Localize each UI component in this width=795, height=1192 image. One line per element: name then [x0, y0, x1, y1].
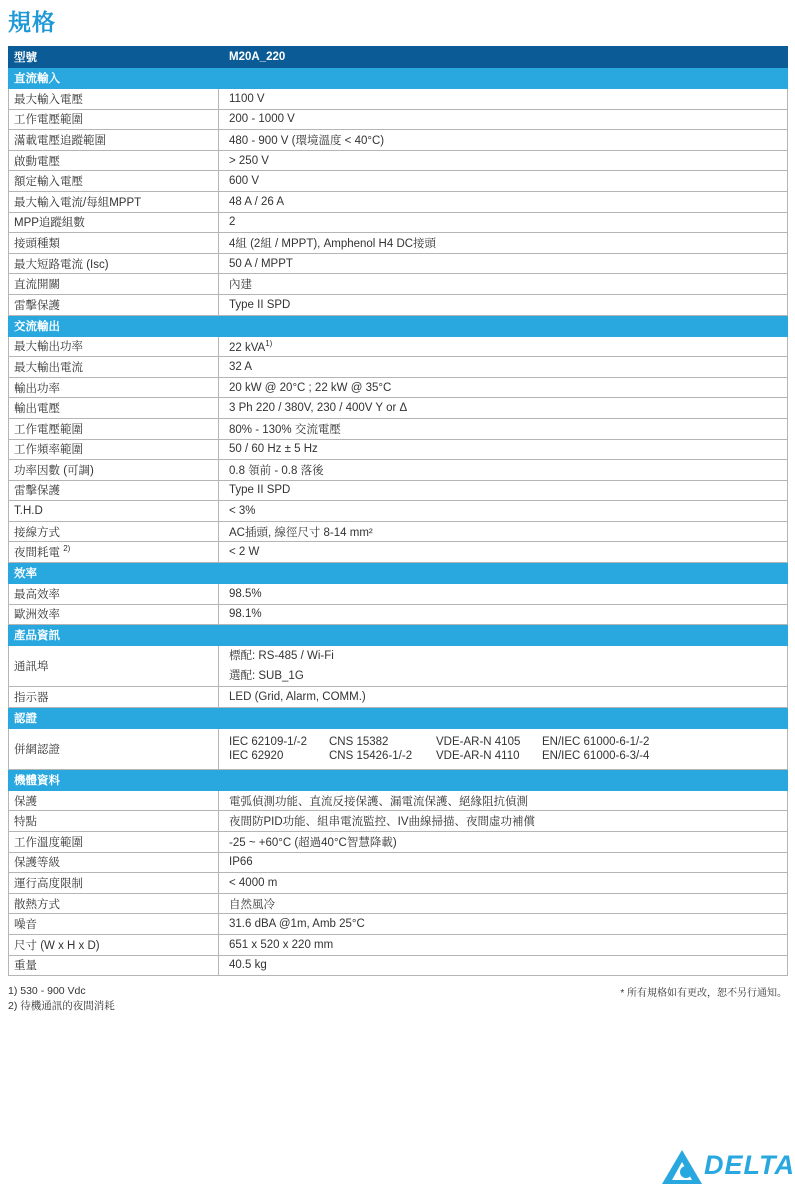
spec-value	[219, 501, 788, 522]
spec-label	[9, 294, 219, 315]
spec-label-text: 最大輸出功率	[14, 341, 83, 354]
spec-row	[9, 460, 788, 481]
spec-label	[9, 357, 219, 378]
spec-label	[9, 832, 219, 853]
spec-label	[9, 480, 219, 501]
spec-label	[9, 150, 219, 171]
spec-value	[219, 584, 788, 605]
spec-label-text: 尺寸 (W x H x D)	[14, 939, 100, 952]
section-filler	[219, 625, 788, 646]
spec-label-text: 接頭種類	[14, 237, 60, 250]
spec-value-text: 480 - 900 V (環境溫度 < 40°C)	[229, 134, 385, 147]
spec-label-text: 雷擊保護	[14, 299, 60, 312]
spec-row	[9, 130, 788, 151]
footnote-2: 2) 待機通訊的夜間消耗	[8, 1000, 115, 1012]
spec-value-text: 1100 V	[229, 92, 265, 105]
spec-row	[9, 294, 788, 315]
spec-label-text: 輸出電壓	[14, 403, 60, 416]
spec-row-grid-cert	[9, 728, 788, 769]
spec-value	[219, 89, 788, 110]
spec-label	[9, 584, 219, 605]
spec-value	[219, 790, 788, 811]
spec-value-text: -25 ~ +60°C (超過40°C智慧降載)	[229, 836, 397, 849]
spec-row-communication	[9, 646, 788, 687]
section-filler	[219, 707, 788, 728]
spec-value	[219, 212, 788, 233]
spec-row	[9, 398, 788, 419]
spec-value	[219, 336, 788, 357]
spec-row	[9, 790, 788, 811]
spec-row	[9, 914, 788, 935]
spec-value-text: 內建	[229, 279, 252, 292]
spec-label-text: 直流開關	[14, 279, 60, 292]
section-header-product_info	[9, 625, 788, 646]
spec-label	[9, 233, 219, 254]
spec-label	[9, 89, 219, 110]
comm-optional: 選配: SUB_1G	[229, 670, 304, 683]
spec-value	[219, 130, 788, 151]
spec-label-text: 輸出功率	[14, 382, 60, 395]
spec-value-text: 4組 (2組 / MPPT), Amphenol H4 DC接頭	[229, 237, 437, 250]
spec-row	[9, 274, 788, 295]
spec-value	[219, 150, 788, 171]
section-filler	[219, 315, 788, 336]
spec-value-text: < 3%	[229, 505, 256, 518]
spec-value-text: IP66	[229, 856, 253, 869]
spec-label	[9, 130, 219, 151]
spec-row	[9, 377, 788, 398]
section-title: 機體資料	[9, 769, 219, 790]
spec-label	[9, 542, 219, 563]
spec-value-text: 651 x 520 x 220 mm	[229, 938, 334, 951]
spec-label	[9, 460, 219, 481]
spec-label	[9, 398, 219, 419]
spec-value	[219, 253, 788, 274]
spec-table	[8, 46, 788, 976]
spec-row	[9, 521, 788, 542]
section-header-dc_input	[9, 68, 788, 89]
spec-value-text: 80% - 130% 交流電壓	[229, 423, 341, 436]
spec-label-text: 最大短路電流 (Isc)	[14, 258, 109, 271]
spec-value-text: 20 kW @ 20°C ; 22 kW @ 35°C	[229, 381, 392, 394]
cert-item: VDE-AR-N 4105	[436, 735, 521, 748]
spec-value-text: 31.6 dBA @1m, Amb 25°C	[229, 918, 365, 931]
spec-row	[9, 212, 788, 233]
spec-label	[9, 171, 219, 192]
spec-value	[219, 542, 788, 563]
spec-label	[9, 852, 219, 873]
section-title: 直流輸入	[9, 68, 219, 89]
spec-label: 併網認證	[9, 728, 219, 769]
spec-label-text: 工作頻率範圍	[14, 444, 83, 457]
spec-label	[9, 893, 219, 914]
spec-row	[9, 955, 788, 976]
spec-value-text: 電弧偵測功能、直流反接保護、漏電流保護、絕緣阻抗偵測	[229, 795, 528, 808]
spec-value	[219, 294, 788, 315]
spec-label-text: 功率因數 (可調)	[14, 464, 94, 477]
spec-row	[9, 893, 788, 914]
section-header-mechanical	[9, 769, 788, 790]
spec-value	[219, 439, 788, 460]
cert-line	[229, 735, 782, 749]
footnotes	[8, 984, 115, 1014]
section-title: 認證	[9, 707, 219, 728]
spec-row	[9, 89, 788, 110]
spec-row	[9, 150, 788, 171]
section-header-efficiency	[9, 563, 788, 584]
cert-item: CNS 15382	[329, 735, 389, 748]
spec-label	[9, 109, 219, 130]
spec-value	[219, 604, 788, 625]
spec-label-text: T.H.D	[14, 505, 43, 518]
label-footnote-mark: 2)	[63, 544, 71, 554]
spec-label-text: 保護	[14, 795, 37, 808]
model-value: M20A_220	[219, 47, 788, 68]
page-title: 規格	[8, 9, 56, 35]
spec-value	[219, 480, 788, 501]
spec-label	[9, 501, 219, 522]
spec-value	[219, 811, 788, 832]
spec-value	[219, 955, 788, 976]
spec-label	[9, 439, 219, 460]
spec-row	[9, 584, 788, 605]
spec-value-text: 3 Ph 220 / 380V, 230 / 400V Y or Δ	[229, 402, 408, 415]
cert-item: EN/IEC 61000-6-1/-2	[542, 735, 650, 748]
spec-label	[9, 604, 219, 625]
spec-value	[219, 646, 788, 687]
spec-value	[219, 109, 788, 130]
spec-value	[219, 521, 788, 542]
spec-label-text: 工作電壓範圍	[14, 114, 83, 127]
spec-value-text: 600 V	[229, 175, 260, 188]
spec-row	[9, 439, 788, 460]
spec-value	[219, 893, 788, 914]
spec-row	[9, 542, 788, 563]
spec-label: 通訊埠	[9, 646, 219, 687]
spec-value-text: 40.5 kg	[229, 959, 267, 972]
spec-value	[219, 873, 788, 894]
spec-label-text: 啟動電壓	[14, 155, 60, 168]
spec-row-indicator	[9, 687, 788, 708]
section-filler	[219, 68, 788, 89]
spec-label-text: 滿載電壓追蹤範圍	[14, 134, 106, 147]
spec-value	[219, 935, 788, 956]
spec-value: LED (Grid, Alarm, COMM.)	[219, 687, 788, 708]
cert-item: VDE-AR-N 4110	[436, 749, 520, 762]
model-row	[9, 47, 788, 68]
spec-label	[9, 418, 219, 439]
spec-label-text: 工作電壓範圍	[14, 423, 83, 436]
spec-label-text: 保護等級	[14, 857, 60, 870]
spec-label: 指示器	[9, 687, 219, 708]
spec-value	[219, 377, 788, 398]
spec-label	[9, 377, 219, 398]
section-filler	[219, 769, 788, 790]
spec-label	[9, 955, 219, 976]
spec-row	[9, 336, 788, 357]
cert-line	[229, 749, 782, 763]
spec-label-text: 運行高度限制	[14, 878, 83, 891]
spec-label-text: 雷擊保護	[14, 485, 60, 498]
spec-value-text: 0.8 領前 - 0.8 落後	[229, 464, 324, 477]
spec-value-text: 98.5%	[229, 587, 262, 600]
spec-value-text: 自然風冷	[229, 898, 275, 911]
spec-label-text: 重量	[14, 960, 37, 973]
cert-item: IEC 62920	[229, 749, 284, 762]
cert-item: EN/IEC 61000-6-3/-4	[542, 749, 650, 762]
spec-value-text: 98.1%	[229, 608, 262, 621]
spec-value	[219, 274, 788, 295]
spec-value-text: 22 kVA	[229, 341, 266, 354]
section-title: 產品資訊	[9, 625, 219, 646]
spec-label	[9, 191, 219, 212]
spec-value-text: < 4000 m	[229, 877, 278, 890]
spec-label-text: 工作溫度範圍	[14, 836, 83, 849]
spec-label-text: 散熱方式	[14, 898, 60, 911]
spec-label	[9, 253, 219, 274]
cert-item: IEC 62109-1/-2	[229, 735, 307, 748]
spec-label-text: 特點	[14, 816, 37, 829]
value-footnote-mark: 1)	[265, 338, 273, 348]
spec-label-text: 額定輸入電壓	[14, 176, 83, 189]
spec-label-text: MPP追蹤組數	[14, 217, 85, 230]
spec-row	[9, 357, 788, 378]
spec-label	[9, 873, 219, 894]
section-title: 效率	[9, 563, 219, 584]
spec-label	[9, 935, 219, 956]
disclaimer: * 所有規格如有更改，恕不另行通知。	[620, 988, 787, 999]
spec-value	[219, 852, 788, 873]
spec-label	[9, 790, 219, 811]
spec-row	[9, 480, 788, 501]
spec-label-text: 最高效率	[14, 588, 60, 601]
spec-row	[9, 501, 788, 522]
spec-row	[9, 604, 788, 625]
spec-label-text: 噪音	[14, 919, 37, 932]
comm-standard: 標配: RS-485 / Wi-Fi	[229, 650, 334, 663]
spec-value-text: Type II SPD	[229, 484, 291, 497]
spec-value-text: < 2 W	[229, 546, 260, 559]
spec-row	[9, 109, 788, 130]
spec-label	[9, 212, 219, 233]
section-filler	[219, 563, 788, 584]
section-header-certification	[9, 707, 788, 728]
spec-row	[9, 811, 788, 832]
spec-row	[9, 832, 788, 853]
spec-label	[9, 811, 219, 832]
spec-label-text: 歐洲效率	[14, 609, 60, 622]
spec-row	[9, 873, 788, 894]
spec-value	[219, 191, 788, 212]
spec-value-text: AC插頭, 線徑尺寸 8-14 mm²	[229, 526, 373, 539]
spec-row	[9, 171, 788, 192]
spec-value-text: Type II SPD	[229, 298, 291, 311]
spec-label-text: 最大輸入電壓	[14, 93, 83, 106]
spec-value	[219, 171, 788, 192]
spec-row	[9, 253, 788, 274]
spec-value	[219, 728, 788, 769]
spec-label	[9, 914, 219, 935]
spec-value	[219, 914, 788, 935]
spec-value	[219, 418, 788, 439]
footnote-1: 1) 530 - 900 Vdc	[8, 985, 86, 997]
spec-value	[219, 233, 788, 254]
delta-logo-text: DELTA	[704, 1150, 795, 1180]
spec-row	[9, 233, 788, 254]
spec-row	[9, 191, 788, 212]
spec-value-text: > 250 V	[229, 154, 269, 167]
section-header-ac_output	[9, 315, 788, 336]
spec-value-text: 32 A	[229, 360, 253, 373]
spec-row	[9, 852, 788, 873]
spec-row	[9, 935, 788, 956]
spec-value	[219, 398, 788, 419]
spec-value-text: 48 A / 26 A	[229, 195, 284, 208]
spec-label-text: 夜間耗電	[14, 547, 60, 560]
spec-label	[9, 336, 219, 357]
spec-label	[9, 274, 219, 295]
spec-value-text: 50 / 60 Hz ± 5 Hz	[229, 443, 318, 456]
section-title: 交流輸出	[9, 315, 219, 336]
spec-label-text: 最大輸入電流/每組MPPT	[14, 196, 142, 209]
spec-value	[219, 357, 788, 378]
spec-label-text: 接線方式	[14, 526, 60, 539]
spec-label-text: 最大輸出電流	[14, 361, 83, 374]
spec-value-text: 夜間防PID功能、組串電流監控、IV曲線掃描、夜間虛功補償	[229, 816, 536, 829]
spec-row	[9, 418, 788, 439]
spec-value	[219, 460, 788, 481]
spec-value	[219, 832, 788, 853]
spec-value-text: 50 A / MPPT	[229, 257, 293, 270]
spec-label	[9, 521, 219, 542]
cert-item: CNS 15426-1/-2	[329, 749, 413, 762]
spec-value-text: 200 - 1000 V	[229, 113, 295, 126]
spec-value-text: 2	[229, 216, 236, 229]
model-label: 型號	[9, 47, 219, 68]
